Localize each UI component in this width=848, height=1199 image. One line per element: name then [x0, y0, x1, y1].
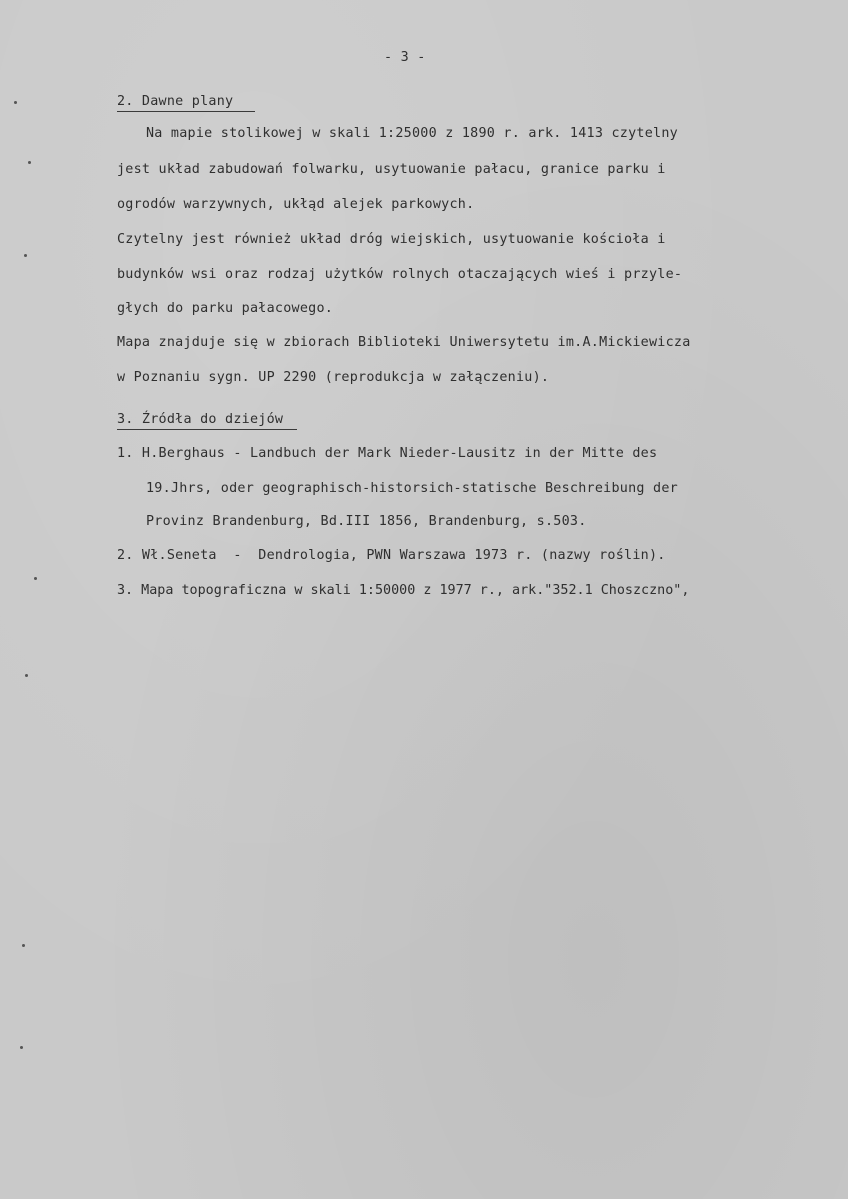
section-2-line-1: Na mapie stolikowej w skali 1:25000 z 1890 r. ark. 1413 czytelny — [146, 126, 678, 141]
source-item-1-line-2: 19.Jhrs, oder geographisch-historsich-statische Beschreibung der — [146, 481, 678, 496]
section-2-line-2: jest układ zabudowań folwarku, usytuowanie pałacu, granice parku i — [117, 162, 666, 177]
scan-speck — [22, 944, 25, 947]
section-2-heading: 2. Dawne plany — [117, 94, 255, 112]
scan-speck — [25, 674, 28, 677]
source-item-1-line-3: Provinz Brandenburg, Bd.III 1856, Brandenburg, s.503. — [146, 514, 587, 529]
section-2-line-8: w Poznaniu sygn. UP 2290 (reprodukcja w załączeniu). — [117, 370, 550, 385]
scan-speck — [20, 1046, 23, 1049]
section-3-heading: 3. Źródła do dziejów — [117, 412, 297, 430]
section-2-line-3: ogrodów warzywnych, ukłąd alejek parkowych. — [117, 197, 475, 212]
scan-speck — [14, 101, 17, 104]
scan-speck — [24, 254, 27, 257]
scan-speck — [34, 577, 37, 580]
section-2-line-4: Czytelny jest również układ dróg wiejskich, usytuowanie kościoła i — [117, 232, 666, 247]
source-item-3: 3. Mapa topograficzna w skali 1:50000 z 1977 r., ark."352.1 Choszczno", — [117, 583, 690, 598]
source-item-2: 2. Wł.Seneta - Dendrologia, PWN Warszawa 1973 r. (nazwy roślin). — [117, 548, 666, 563]
section-2-line-5: budynków wsi oraz rodzaj użytków rolnych otaczających wieś i przyle- — [117, 267, 683, 282]
section-2-line-6: głych do parku pałacowego. — [117, 301, 334, 316]
scan-speck — [28, 161, 31, 164]
source-item-1-line-1: 1. H.Berghaus - Landbuch der Mark Nieder-Lausitz in der Mitte des — [117, 446, 658, 461]
section-2-line-7: Mapa znajduje się w zbiorach Biblioteki Uniwersytetu im.A.Mickiewicza — [117, 335, 691, 350]
page-number: - 3 - — [384, 50, 426, 65]
